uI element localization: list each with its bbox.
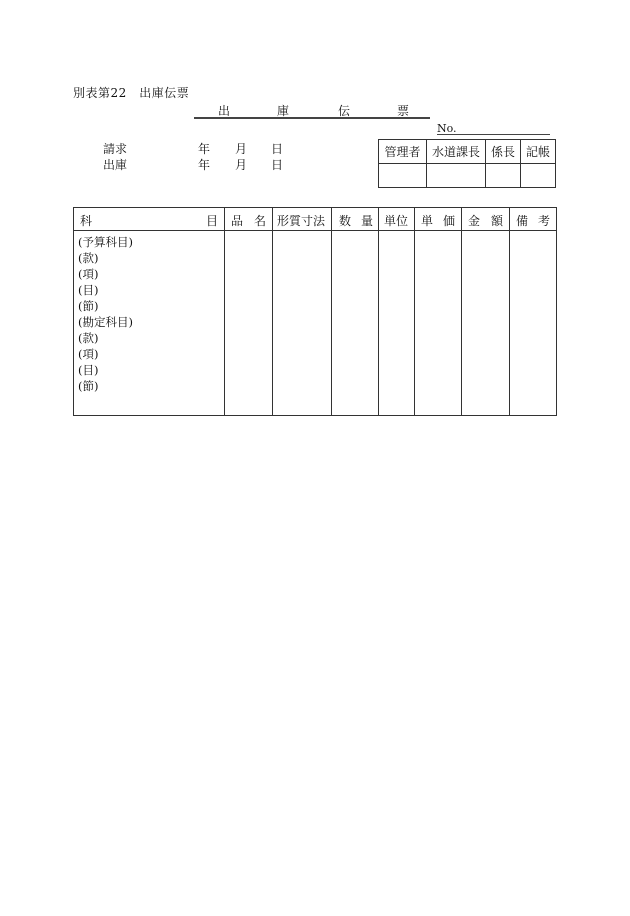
header-remarks-2: 考 bbox=[537, 214, 550, 228]
items-table bbox=[73, 207, 557, 416]
account-budget-heading: (予算科目) bbox=[78, 235, 133, 249]
number-label: No. bbox=[437, 122, 457, 135]
approval-stamp-table bbox=[378, 139, 556, 188]
unit-price-cell[interactable] bbox=[415, 231, 462, 416]
header-unit bbox=[379, 208, 415, 231]
header-unit-price bbox=[415, 208, 462, 231]
number-field[interactable] bbox=[437, 122, 550, 135]
account-budget-kou: (項) bbox=[78, 267, 99, 281]
header-account-right: 目 bbox=[205, 214, 218, 228]
request-year-label: 年 bbox=[198, 142, 211, 156]
approval-header-subsection-chief: 係長 bbox=[486, 140, 521, 164]
account-cell bbox=[74, 231, 225, 416]
quantity-cell[interactable] bbox=[332, 231, 379, 416]
form-reference: 別表第22 出庫伝票 bbox=[73, 86, 190, 100]
header-item-name-1: 品 bbox=[231, 214, 244, 228]
stamp-box-subsection-chief[interactable] bbox=[486, 164, 521, 188]
issue-year-label: 年 bbox=[198, 158, 211, 172]
account-budget-setsu: (節) bbox=[78, 299, 99, 313]
approval-header-bookkeeping: 記帳 bbox=[521, 140, 556, 164]
header-unit-price-2: 価 bbox=[442, 214, 455, 228]
request-date-row bbox=[0, 140, 300, 156]
account-ledger-kou: (項) bbox=[78, 347, 99, 361]
issue-label: 出庫 bbox=[103, 158, 128, 172]
header-amount-1: 金 bbox=[468, 214, 481, 228]
header-amount-2: 額 bbox=[490, 214, 503, 228]
issue-month-label: 月 bbox=[235, 158, 248, 172]
account-ledger-heading: (勘定科目) bbox=[78, 315, 133, 329]
request-month-label: 月 bbox=[235, 142, 248, 156]
stamp-box-bookkeeping[interactable] bbox=[521, 164, 556, 188]
header-unit-text: 単位 bbox=[384, 214, 409, 228]
title-char-1: 出 bbox=[218, 104, 231, 118]
item-name-cell[interactable] bbox=[225, 231, 273, 416]
header-specification-text: 形質寸法 bbox=[277, 214, 326, 228]
header-item-name-2: 名 bbox=[253, 214, 266, 228]
account-ledger-moku: (目) bbox=[78, 363, 99, 377]
amount-cell[interactable] bbox=[462, 231, 510, 416]
issue-day-label: 日 bbox=[271, 158, 284, 172]
header-remarks bbox=[510, 208, 557, 231]
approval-header-section-chief: 水道課長 bbox=[427, 140, 486, 164]
unit-cell[interactable] bbox=[379, 231, 415, 416]
header-specification bbox=[273, 208, 332, 231]
account-list bbox=[74, 231, 224, 394]
header-quantity-2: 量 bbox=[360, 214, 373, 228]
header-account-left: 科 bbox=[80, 214, 93, 228]
header-amount bbox=[462, 208, 510, 231]
page-title bbox=[194, 99, 430, 119]
account-ledger-setsu: (節) bbox=[78, 379, 99, 393]
header-unit-price-1: 単 bbox=[421, 214, 434, 228]
header-account-title bbox=[74, 208, 225, 231]
approval-header-manager: 管理者 bbox=[379, 140, 427, 164]
title-char-3: 伝 bbox=[338, 104, 351, 118]
title-char-4: 票 bbox=[397, 104, 410, 118]
header-item-name bbox=[225, 208, 273, 231]
account-budget-kan: (款) bbox=[78, 251, 99, 265]
header-quantity bbox=[332, 208, 379, 231]
stamp-box-section-chief[interactable] bbox=[427, 164, 486, 188]
stamp-box-manager[interactable] bbox=[379, 164, 427, 188]
account-ledger-kan: (款) bbox=[78, 331, 99, 345]
remarks-cell[interactable] bbox=[510, 231, 557, 416]
issue-date-row bbox=[0, 156, 300, 172]
account-budget-moku: (目) bbox=[78, 283, 99, 297]
header-remarks-1: 備 bbox=[516, 214, 529, 228]
header-quantity-1: 数 bbox=[339, 214, 352, 228]
title-char-2: 庫 bbox=[277, 104, 290, 118]
request-day-label: 日 bbox=[271, 142, 284, 156]
request-label: 請求 bbox=[103, 142, 128, 156]
specification-cell[interactable] bbox=[273, 231, 332, 416]
